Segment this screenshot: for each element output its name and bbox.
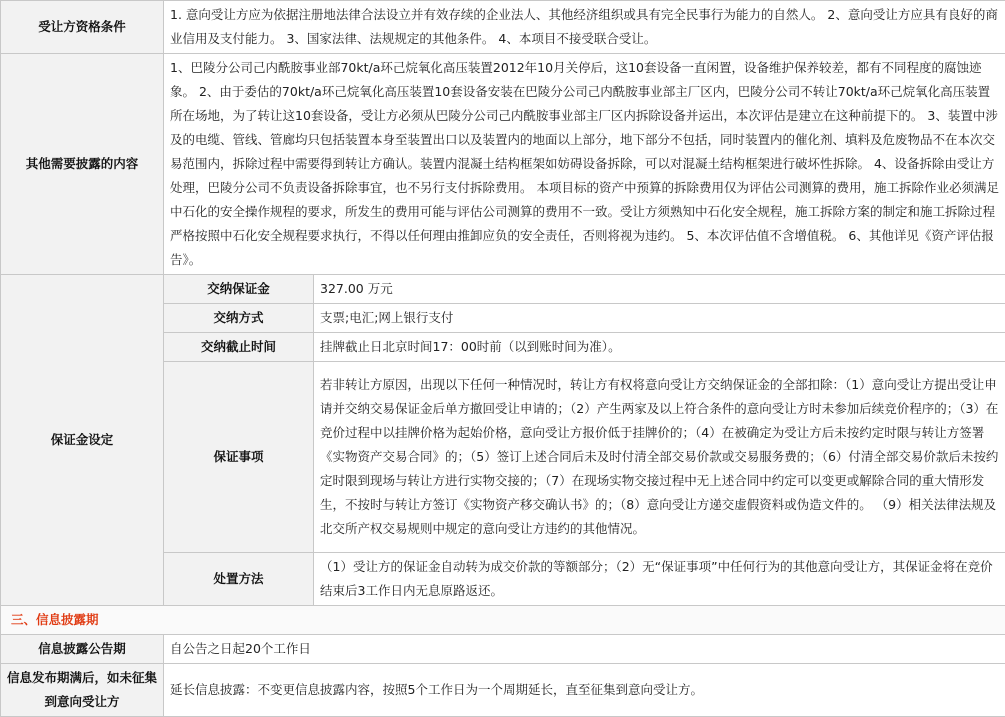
- deposit-amount-label: 交纳保证金: [164, 275, 314, 304]
- deposit-amount-row: [1, 275, 1005, 304]
- disclosure-value: 1、巴陵分公司己内酰胺事业部70kt/a环己烷氧化高压装置2012年10月关停后，这10套设备一直闲置，设备维护保养较差，都有不同程度的腐蚀迹象。 2、由于委估的70kt/a环己烷氧化高压装置10套设备安装在巴陵分公司己内酰胺事业部主厂区内，巴陵分公司不转让70kt/a环己烷氧化高压装置所在场地，为了转让这10套设备，受让方必须从巴陵分公司己内酰胺事业部主厂区内拆除设备并运出，本次评估是建立在这种前提下的。 3、装置中涉及的电缆、管线、管廊均只包括装置本身至装置出口以及装置内的地面以上部分，地下部分不包括，同时装置内的催化剂、填料及危废物品不在本次交易范围内，拆除过程中需要得到转让方确认。装置内混凝土结构框架如妨碍设备拆除，可以对混凝土结构框架进行破坏性拆除。 4、设备拆除由受让方处理，巴陵分公司不负责设备拆除事宜，也不另行支付拆除费用。 本项目标的资产中预算的拆除费用仅为评估公司测算的费用，施工拆除作业必须满足中石化的安全操作规程的要求，所发生的费用可能与评估公司测算的费用不一致。受让方须熟知中石化安全规程，施工拆除方案的制定和施工拆除过程严格按照中石化安全规程要求执行，不得以任何理由推卸应负的安全责任，否则将视为违约。 5、本次评估值不含增值税。 6、其他详见《资产评估报告》。: [164, 54, 1005, 275]
- disclosure-row: [1, 54, 1005, 275]
- disclosure-period-row: [1, 635, 1005, 664]
- guarantee-matters-value: 若非转让方原因，出现以下任何一种情况时，转让方有权将意向受让方交纳保证金的全部扣除：（1）意向受让方提出受让申请并交纳交易保证金后单方撤回受让申请的；（2）产生两家及以上符合条件的意向受让方时未参加后续竞价程序的；（3）在竞价过程中以挂牌价格为起始价格，意向受让方报价低于挂牌价的；（4）在被确定为受让方后未按约定时限与转让方签署《实物资产交易合同》的；（5）签订上述合同后未及时付清全部交易价款或交易服务费的；（6）付清全部交易价款后未按约定时限到现场与转让方进行实物交接的；（7）在现场实物交接过程中无上述合同中约定可以变更或解除合同的重大情形发生，不按时与转让方签订《实物资产移交确认书》的；（8）意向受让方递交虚假资料或伪造文件的。 （9）相关法律法规及北交所产权交易规则中规定的意向受让方违约的其他情况。: [314, 362, 1005, 553]
- guarantee-matters-label: 保证事项: [164, 362, 314, 553]
- handling-method-value: （1）受让方的保证金自动转为成交价款的等额部分；（2）无“保证事项”中任何行为的其他意向受让方，其保证金将在竞价结束后3工作日内无息原路返还。: [314, 553, 1005, 606]
- qualification-row: [1, 1, 1005, 54]
- qualification-value: 1. 意向受让方应为依据注册地法律合法设立并有效存续的企业法人、其他经济组织或具有完全民事行为能力的自然人。 2、意向受让方应具有良好的商业信用及支付能力。 3、国家法律、法规规定的其他条件。 4、本项目不接受联合受让。: [164, 1, 1005, 54]
- qualification-label: 受让方资格条件: [1, 1, 164, 54]
- handling-method-label: 处置方法: [164, 553, 314, 606]
- section-title: 三、信息披露期: [1, 606, 1005, 635]
- disclosure-period-label: 信息披露公告期: [1, 635, 164, 664]
- deposit-amount-value: 327.00 万元: [314, 275, 1005, 304]
- deposit-setting-label: 保证金设定: [1, 275, 164, 606]
- payment-method-label: 交纳方式: [164, 304, 314, 333]
- section-title-row: [1, 606, 1005, 635]
- payment-deadline-label: 交纳截止时间: [164, 333, 314, 362]
- expire-handling-row: [1, 664, 1005, 717]
- payment-method-value: 支票;电汇;网上银行支付: [314, 304, 1005, 333]
- disclosure-label: 其他需要披露的内容: [1, 54, 164, 275]
- payment-deadline-value: 挂牌截止日北京时间17：00时前（以到账时间为准）。: [314, 333, 1005, 362]
- disclosure-period-value: 自公告之日起20个工作日: [164, 635, 1005, 664]
- expire-handling-value: 延长信息披露：不变更信息披露内容，按照5个工作日为一个周期延长，直至征集到意向受让方。: [164, 664, 1005, 717]
- expire-handling-label: 信息发布期满后，如未征集到意向受让方: [1, 664, 164, 717]
